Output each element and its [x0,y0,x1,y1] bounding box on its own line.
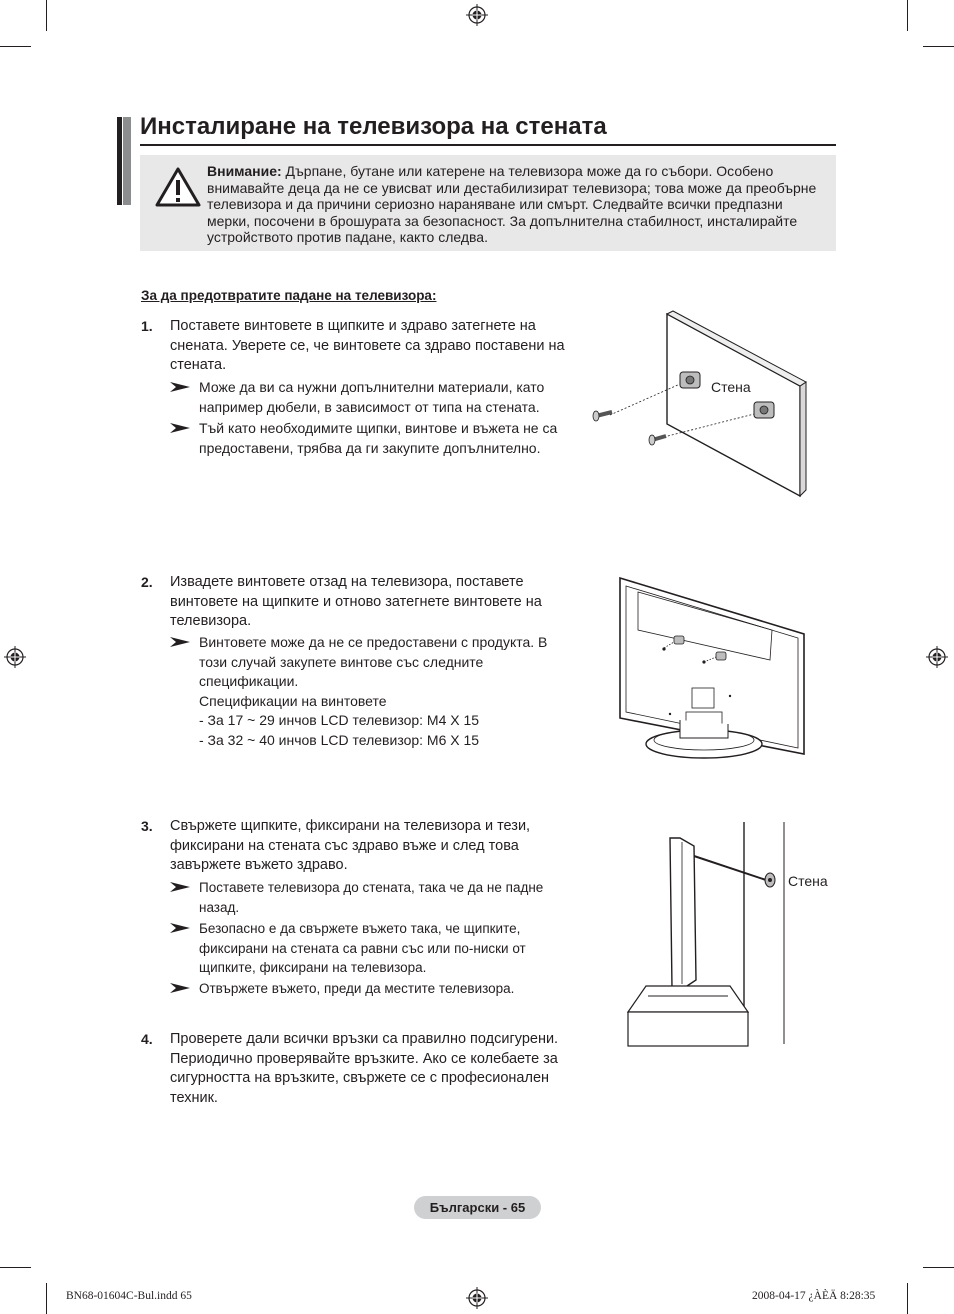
spec-item: - За 17 ~ 29 инчов LCD телевизор: M4 X 15 [199,712,480,728]
note-text: Винтовете може да не се предоставени с продукта. В този случай закупете винтове със следните спецификации. [199,634,548,690]
screw-icon [593,411,612,421]
wall-label: Стена [711,379,751,395]
step-text: Свържете щипките, фиксирани на телевизора и тези, фиксирани на стената със здраво въже и след това завържете въжето здраво. [170,818,531,874]
note-item [170,979,570,999]
warning-label: Внимание: [207,163,282,179]
step-number: 3. [141,818,153,834]
crop-mark [46,0,47,31]
step-number: 1. [141,318,153,334]
crop-mark [46,1283,47,1314]
screw-icon [649,435,666,445]
warning-body: Дърпане, бутане или катерене на телевизора може да го събори. Особено внимавайте деца да не се увисват или дестабилизират телевизора; това може да преобърне телевизора и да причини сериозно нараняване или смърт. Следвайте всички предпазни мерки, посочени в брошурата за безопасност. За допълнителна стабилност, инсталирайте устройството против падане, както следва. [207,163,817,245]
note-item [170,378,570,417]
step-text: Проверете дали всички връзки са правилно подсигурени. Периодично проверявайте връзките. Ако се колебаете за сигурността на връзките, свържете се с професионален техник. [170,1031,559,1106]
section-subheading: За да предотвратите падане на телевизора: [141,288,437,303]
note-arrow-icon [170,923,190,933]
step-text: Поставете винтовете в щипките и здраво затегнете на сненатa. Уверете се, че винтовете са здраво поставени на стената. [170,318,565,374]
registration-mark-icon [466,4,488,26]
wall-clip-illustration [588,310,808,500]
note-text: Безопасно е да свържете въжето така, че щипките, фиксирани на стената са равни със или по-ниски от щипките, фиксирани на телевизора. [199,921,526,975]
wall-clip-icon [765,873,775,887]
step-number: 2. [141,574,153,590]
registration-mark-icon [4,646,26,668]
note-arrow-icon [170,637,190,647]
note-arrow-icon [170,423,190,433]
step-text: Извадете винтовете отзад на телевизора, поставете винтовете на щипките и отново затегнете винтовете на телевизора. [170,574,542,630]
note-arrow-icon [170,983,190,993]
note-item [170,878,570,917]
note-item [170,633,570,692]
wall-label: Стена [788,873,828,889]
tv-side-rope-illustration [624,820,790,1048]
step-number: 4. [141,1031,153,1047]
wall-clip-icon [680,372,700,388]
footer-timestamp: 2008-04-17 ¿ÀÈÄ 8:28:35 [752,1290,876,1302]
warning-text [207,163,829,246]
tv-back-illustration [612,572,808,768]
crop-mark [0,1267,31,1268]
page-title: Инсталиране на телевизора на стената [140,113,607,140]
warning-triangle-icon [155,167,201,207]
note-item [170,419,570,458]
spec-item: - За 32 ~ 40 инчов LCD телевизор: M6 X 15 [199,732,480,748]
crop-mark [923,46,954,47]
crop-mark [907,0,908,31]
spec-title: Спецификации на винтовете [199,693,387,709]
page-number-badge: Български - 65 [414,1196,541,1219]
wall-clip-icon [754,402,774,418]
note-text: Поставете телевизора до стената, така че да не падне назад. [199,880,544,915]
note-text: Отвържете въжето, преди да местите телевизора. [199,981,515,996]
registration-mark-icon [466,1287,488,1309]
title-accent-bars [117,117,131,205]
crop-mark [923,1267,954,1268]
crop-mark [0,46,31,47]
note-text: Тъй като необходимите щипки, винтове и въжета не са предоставени, трябва да ги закупите допълнително. [199,420,558,456]
registration-mark-icon [926,646,948,668]
note-text: Може да ви са нужни допълнителни материали, като например дюбели, в зависимост от типа на стената. [199,379,545,415]
note-arrow-icon [170,382,190,392]
note-item [170,919,570,978]
footer-file-name: BN68-01604C-Bul.indd 65 [66,1290,192,1302]
crop-mark [907,1283,908,1314]
title-underline [140,144,836,146]
note-arrow-icon [170,882,190,892]
warning-box [140,155,836,251]
